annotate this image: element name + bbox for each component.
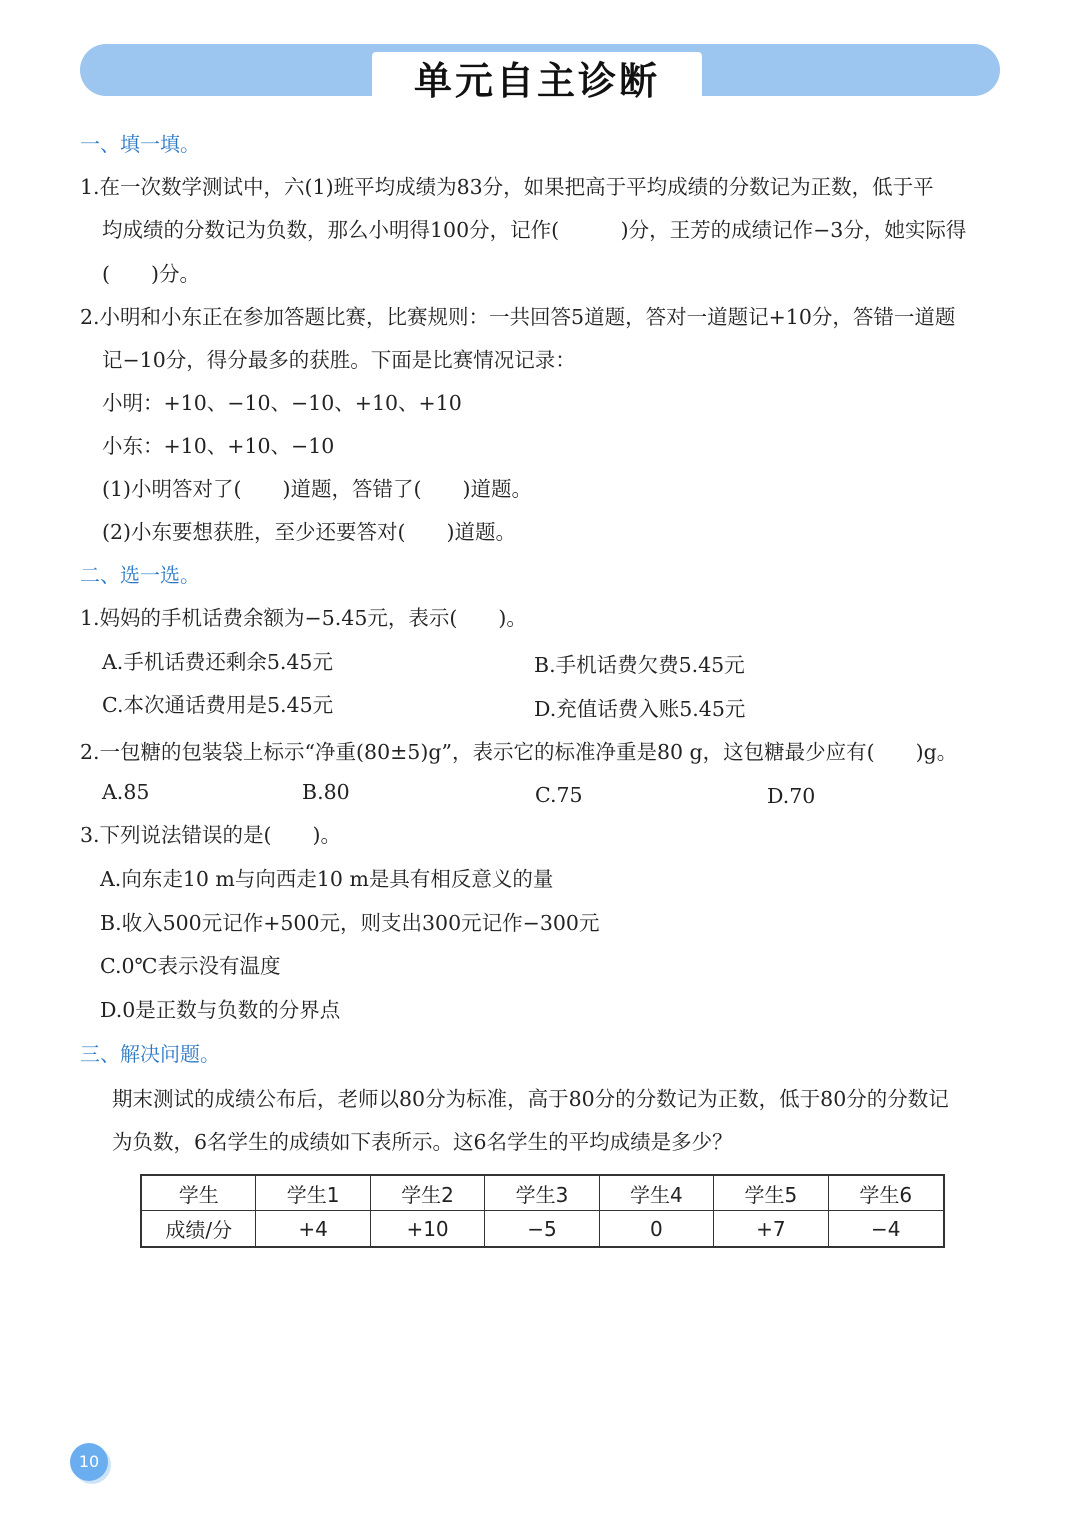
section-heading-fill-in: 一、填一填。 xyxy=(80,132,200,156)
question-1-2-line-1: 2.小明和小东正在参加答题比赛，比赛规则：一共回答5道题，答对一道题记+10分，答错一道题 xyxy=(80,305,956,329)
section-heading-choose: 二、选一选。 xyxy=(80,563,200,587)
table-cell: −5 xyxy=(485,1211,599,1246)
section-heading-solve: 三、解决问题。 xyxy=(80,1042,220,1066)
question-2-2-option-b: B.80 xyxy=(302,780,350,804)
problem-text-line-2: 为负数，6名学生的成绩如下表所示。这6名学生的平均成绩是多少？ xyxy=(112,1130,733,1154)
question-2-2-option-a: A.85 xyxy=(102,780,150,804)
question-2-1-option-b: B.手机话费欠费5.45元 xyxy=(534,653,745,677)
table-cell: 成绩/分 xyxy=(142,1211,256,1246)
question-2-1-option-d: D.充值话费入账5.45元 xyxy=(534,697,746,721)
record-xiaoming: 小明：+10、−10、−10、+10、+10 xyxy=(102,391,462,415)
table-header-cell: 学生4 xyxy=(600,1176,714,1211)
question-2-1-stem: 1.妈妈的手机话费余额为−5.45元，表示( )。 xyxy=(80,606,527,630)
page-title: 单元自主诊断 xyxy=(413,59,660,103)
question-1-1-line-2: 均成绩的分数记为负数，那么小明得100分，记作( )分，王芳的成绩记作−3分，她实际得 xyxy=(102,218,967,242)
question-2-3-option-d: D.0是正数与负数的分界点 xyxy=(100,998,341,1022)
question-2-3-option-c: C.0℃表示没有温度 xyxy=(100,954,281,978)
question-2-3-option-a: A.向东走10 m与向西走10 m是具有相反意义的量 xyxy=(100,867,554,891)
question-2-2-option-c: C.75 xyxy=(535,783,583,807)
table-header-cell: 学生 xyxy=(142,1176,256,1211)
question-1-1-line-3: ( )分。 xyxy=(102,262,200,286)
table-cell: +10 xyxy=(371,1211,485,1246)
sub-question-1: (1)小明答对了( )道题，答错了( )道题。 xyxy=(102,477,533,501)
question-2-2-option-d: D.70 xyxy=(767,784,816,808)
question-2-3-stem: 3.下列说法错误的是( )。 xyxy=(80,823,342,847)
question-1-1-line-1: 1.在一次数学测试中，六(1)班平均成绩为83分，如果把高于平均成绩的分数记为正数，低于平 xyxy=(80,175,934,199)
question-2-2-stem: 2.一包糖的包装袋上标示“净重(80±5)g”，表示它的标准净重是80 g，这包糖最少应有( )g。 xyxy=(80,740,958,764)
question-2-1-option-c: C.本次通话费用是5.45元 xyxy=(102,693,334,717)
page-number-badge: 10 xyxy=(70,1443,108,1481)
table-header-cell: 学生2 xyxy=(371,1176,485,1211)
score-table xyxy=(140,1174,945,1248)
table-header-cell: 学生1 xyxy=(256,1176,370,1211)
table-header-cell: 学生5 xyxy=(714,1176,828,1211)
table-header-cell: 学生6 xyxy=(829,1176,943,1211)
problem-text-line-1: 期末测试的成绩公布后，老师以80分为标准，高于80分的分数记为正数，低于80分的分数记 xyxy=(112,1087,949,1111)
sub-question-2: (2)小东要想获胜，至少还要答对( )道题。 xyxy=(102,520,517,544)
question-2-3-option-b: B.收入500元记作+500元，则支出300元记作−300元 xyxy=(100,911,600,935)
table-cell: +7 xyxy=(714,1211,828,1246)
record-xiaodong: 小东：+10、+10、−10 xyxy=(102,434,335,458)
table-header-cell: 学生3 xyxy=(485,1176,599,1211)
table-cell: +4 xyxy=(256,1211,370,1246)
question-2-1-option-a: A.手机话费还剩余5.45元 xyxy=(102,650,333,674)
table-cell: 0 xyxy=(600,1211,714,1246)
table-cell: −4 xyxy=(871,1216,901,1241)
question-1-2-line-2: 记−10分，得分最多的获胜。下面是比赛情况记录： xyxy=(102,348,576,372)
